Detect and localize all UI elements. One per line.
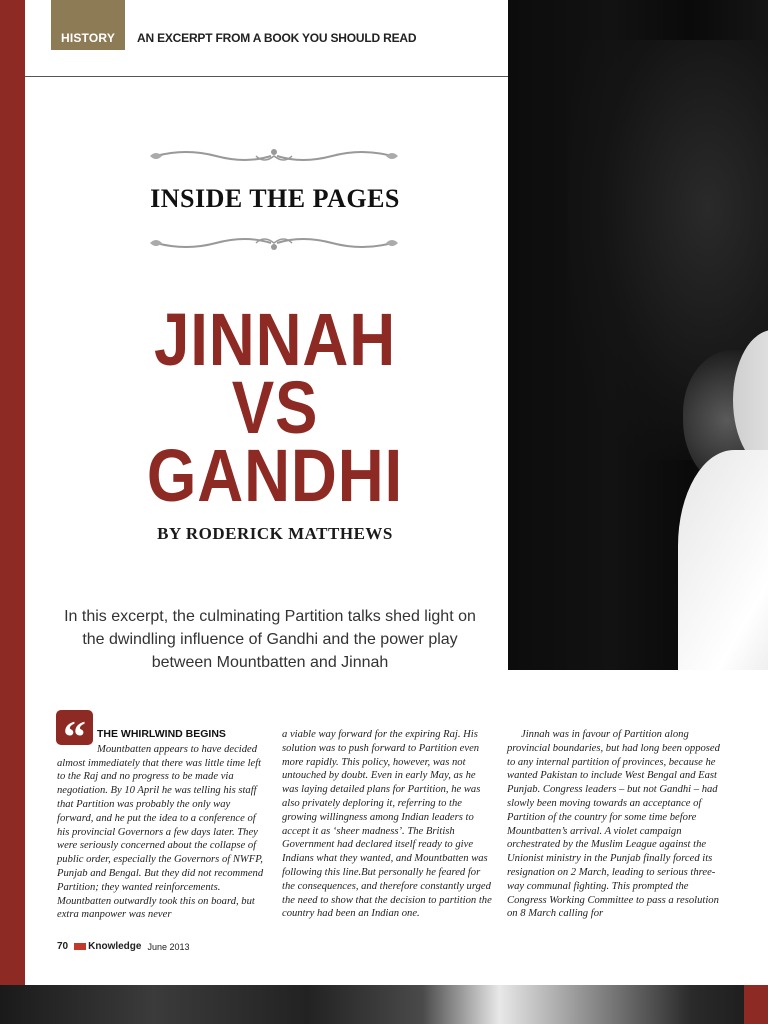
bottom-photo-strip xyxy=(0,985,768,1024)
issue-date: June 2013 xyxy=(147,941,190,952)
magazine-name: Knowledge xyxy=(88,941,142,952)
kicker-heading: INSIDE THE PAGES xyxy=(150,184,400,213)
page-footer xyxy=(57,941,190,952)
header-subtitle: AN EXCERPT FROM A BOOK YOU SHOULD READ xyxy=(137,31,417,45)
column-1-text: almost immediately that there was little time left to the Raj and no progress to be made via negotiation. By 10 April he was telling his staff that Partition was probably the only way forward, and he put the idea to a conference of his provincial Governors a few days later. They were seriously concerned about the collapse of public order, especially the Governors of NWFP, Punjab and Bengal. But they did not recommend Partition; they wanted reinforcements. Mountbatten outwardly took this on board, but extra manpower was never xyxy=(57,757,264,921)
ornament-top-icon xyxy=(146,146,402,166)
article-column-2 xyxy=(282,728,494,921)
column-1-first-line: Mountbatten appears to have decided xyxy=(97,743,258,755)
left-accent-bar xyxy=(0,0,25,985)
headline-line-2: VS xyxy=(231,366,319,449)
headline-line-1: JINNAH xyxy=(153,298,397,381)
article-column-3 xyxy=(507,728,722,921)
section-label: HISTORY xyxy=(60,31,116,45)
headline-line-3: GANDHI xyxy=(146,434,404,517)
ornament-bottom-icon xyxy=(146,233,402,253)
bottom-accent-block xyxy=(744,985,768,1024)
article-subhead: THE WHIRLWIND BEGINS xyxy=(97,728,226,740)
section-tag xyxy=(51,0,125,50)
headline xyxy=(60,298,490,517)
column-3-text: Jinnah was in favour of Partition along provincial boundaries, but had long been opposed to any internal partition of provinces, because he wanted Pakistan to include West Bengal and East Punjab. Congress leaders – but not Gandhi – had slowly been moving towards an acceptance of Partition of the country for some time before Mountbatten’s arrival. A violet campaign orchestrated by the Muslim League against the Unionist ministry in the Punjab finally forced its resignation on 2 March, leading to serious three-way communal fighting. This prompted the Congress Working Committee to pass a resolution on 8 March calling for xyxy=(507,729,720,920)
byline: BY RODERICK MATTHEWS xyxy=(157,524,393,543)
portrait-photo xyxy=(508,0,768,670)
column-2-text: a viable way forward for the expiring Raj. His solution was to push forward to Partition even more rapidly. This policy, however, was not untouched by doubt. Even in early May, as he was laying detailed plans for Partition, he was also privately deploring it, referring to the growing willingness among Indian leaders to accept it as ‘sheer madness’. The British Government had declared itself ready to give Indians what they wanted, and Mountbatten was following this line.But personally he feared for the consequences, and therefore constantly urged the need to show that the decision to partition the country had been an Indian one. xyxy=(282,729,492,920)
standfirst: In this excerpt, the culminating Partition talks shed light on the dwindling influence of Gandhi and the power play between Mountbatten and Jinnah xyxy=(64,608,476,671)
logo-mark-icon xyxy=(74,943,86,950)
magazine-logo xyxy=(74,941,141,952)
quote-mark-icon: “ xyxy=(56,710,93,745)
page-number: 70 xyxy=(57,941,69,952)
article-column-1 xyxy=(57,728,267,922)
header-divider xyxy=(25,76,508,77)
